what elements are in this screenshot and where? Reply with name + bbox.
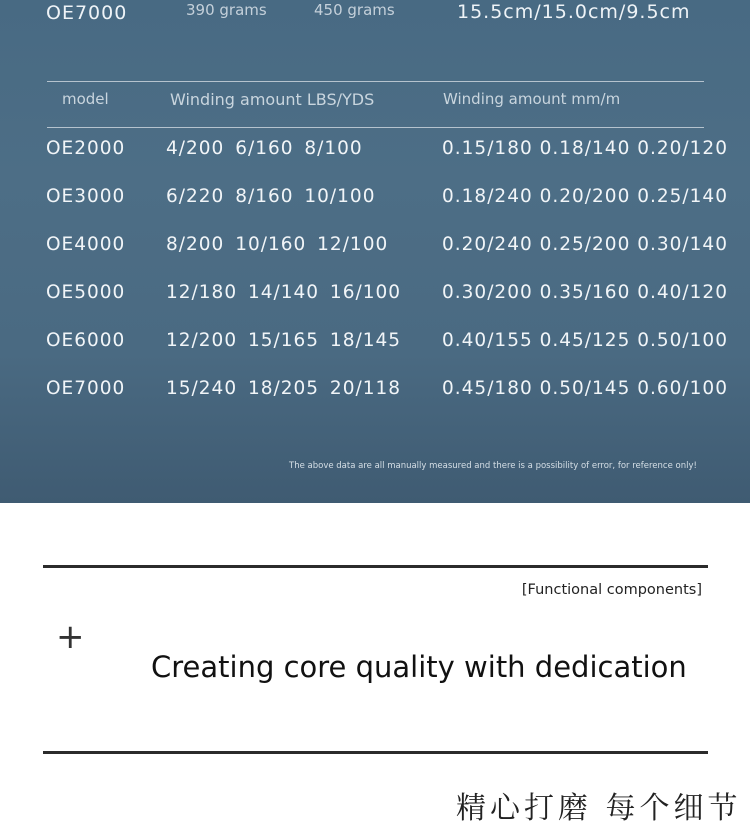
cell-lbs: 12/180 14/140 16/100 [166, 282, 402, 303]
header-model: model [62, 90, 109, 108]
cell-model: OE6000 [46, 330, 126, 351]
cell-mm: 0.45/180 0.50/145 0.60/100 [442, 378, 728, 399]
section-bottom-divider [43, 751, 708, 754]
section-tagline: Creating core quality with dedication [151, 650, 687, 684]
cell-lbs: 12/200 15/165 18/145 [166, 330, 402, 351]
plus-icon: + [56, 617, 85, 657]
cell-lbs: 6/220 8/160 10/100 [166, 186, 376, 207]
table-top-rule [47, 81, 704, 82]
functional-components-label: [Functional components] [521, 582, 702, 598]
header-lbs: Winding amount LBS/YDS [170, 90, 375, 109]
header-mm: Winding amount mm/m [443, 90, 621, 108]
table-row [0, 136, 750, 184]
cell-model: OE7000 [46, 378, 126, 399]
prev-weight-a: 390 grams [186, 1, 267, 19]
cell-lbs: 15/240 18/205 20/118 [166, 378, 402, 399]
prev-model: OE7000 [46, 2, 128, 24]
cell-mm: 0.20/240 0.25/200 0.30/140 [442, 234, 728, 255]
table-row [0, 280, 750, 328]
prev-weight-b: 450 grams [314, 1, 395, 19]
table-row [0, 232, 750, 280]
cell-mm: 0.30/200 0.35/160 0.40/120 [442, 282, 728, 303]
cell-mm: 0.15/180 0.18/140 0.20/120 [442, 138, 728, 159]
table-row [0, 376, 750, 424]
prev-dimensions: 15.5cm/15.0cm/9.5cm [457, 1, 691, 23]
cell-model: OE5000 [46, 282, 126, 303]
table-body [0, 136, 750, 424]
cell-lbs: 8/200 10/160 12/100 [166, 234, 389, 255]
table-row [0, 328, 750, 376]
cell-model: OE2000 [46, 138, 126, 159]
chinese-subtitle: 精心打磨 每个细节 [456, 791, 742, 826]
section-top-divider [43, 565, 708, 568]
cell-mm: 0.18/240 0.20/200 0.25/140 [442, 186, 728, 207]
measurement-note: The above data are all manually measured and there is a possibility of error, for reference only! [289, 461, 697, 471]
table-row [0, 184, 750, 232]
cell-model: OE4000 [46, 234, 126, 255]
table-header-rule [47, 127, 704, 128]
cell-model: OE3000 [46, 186, 126, 207]
cell-mm: 0.40/155 0.45/125 0.50/100 [442, 330, 728, 351]
cell-lbs: 4/200 6/160 8/100 [166, 138, 363, 159]
previous-spec-row [0, 0, 750, 30]
